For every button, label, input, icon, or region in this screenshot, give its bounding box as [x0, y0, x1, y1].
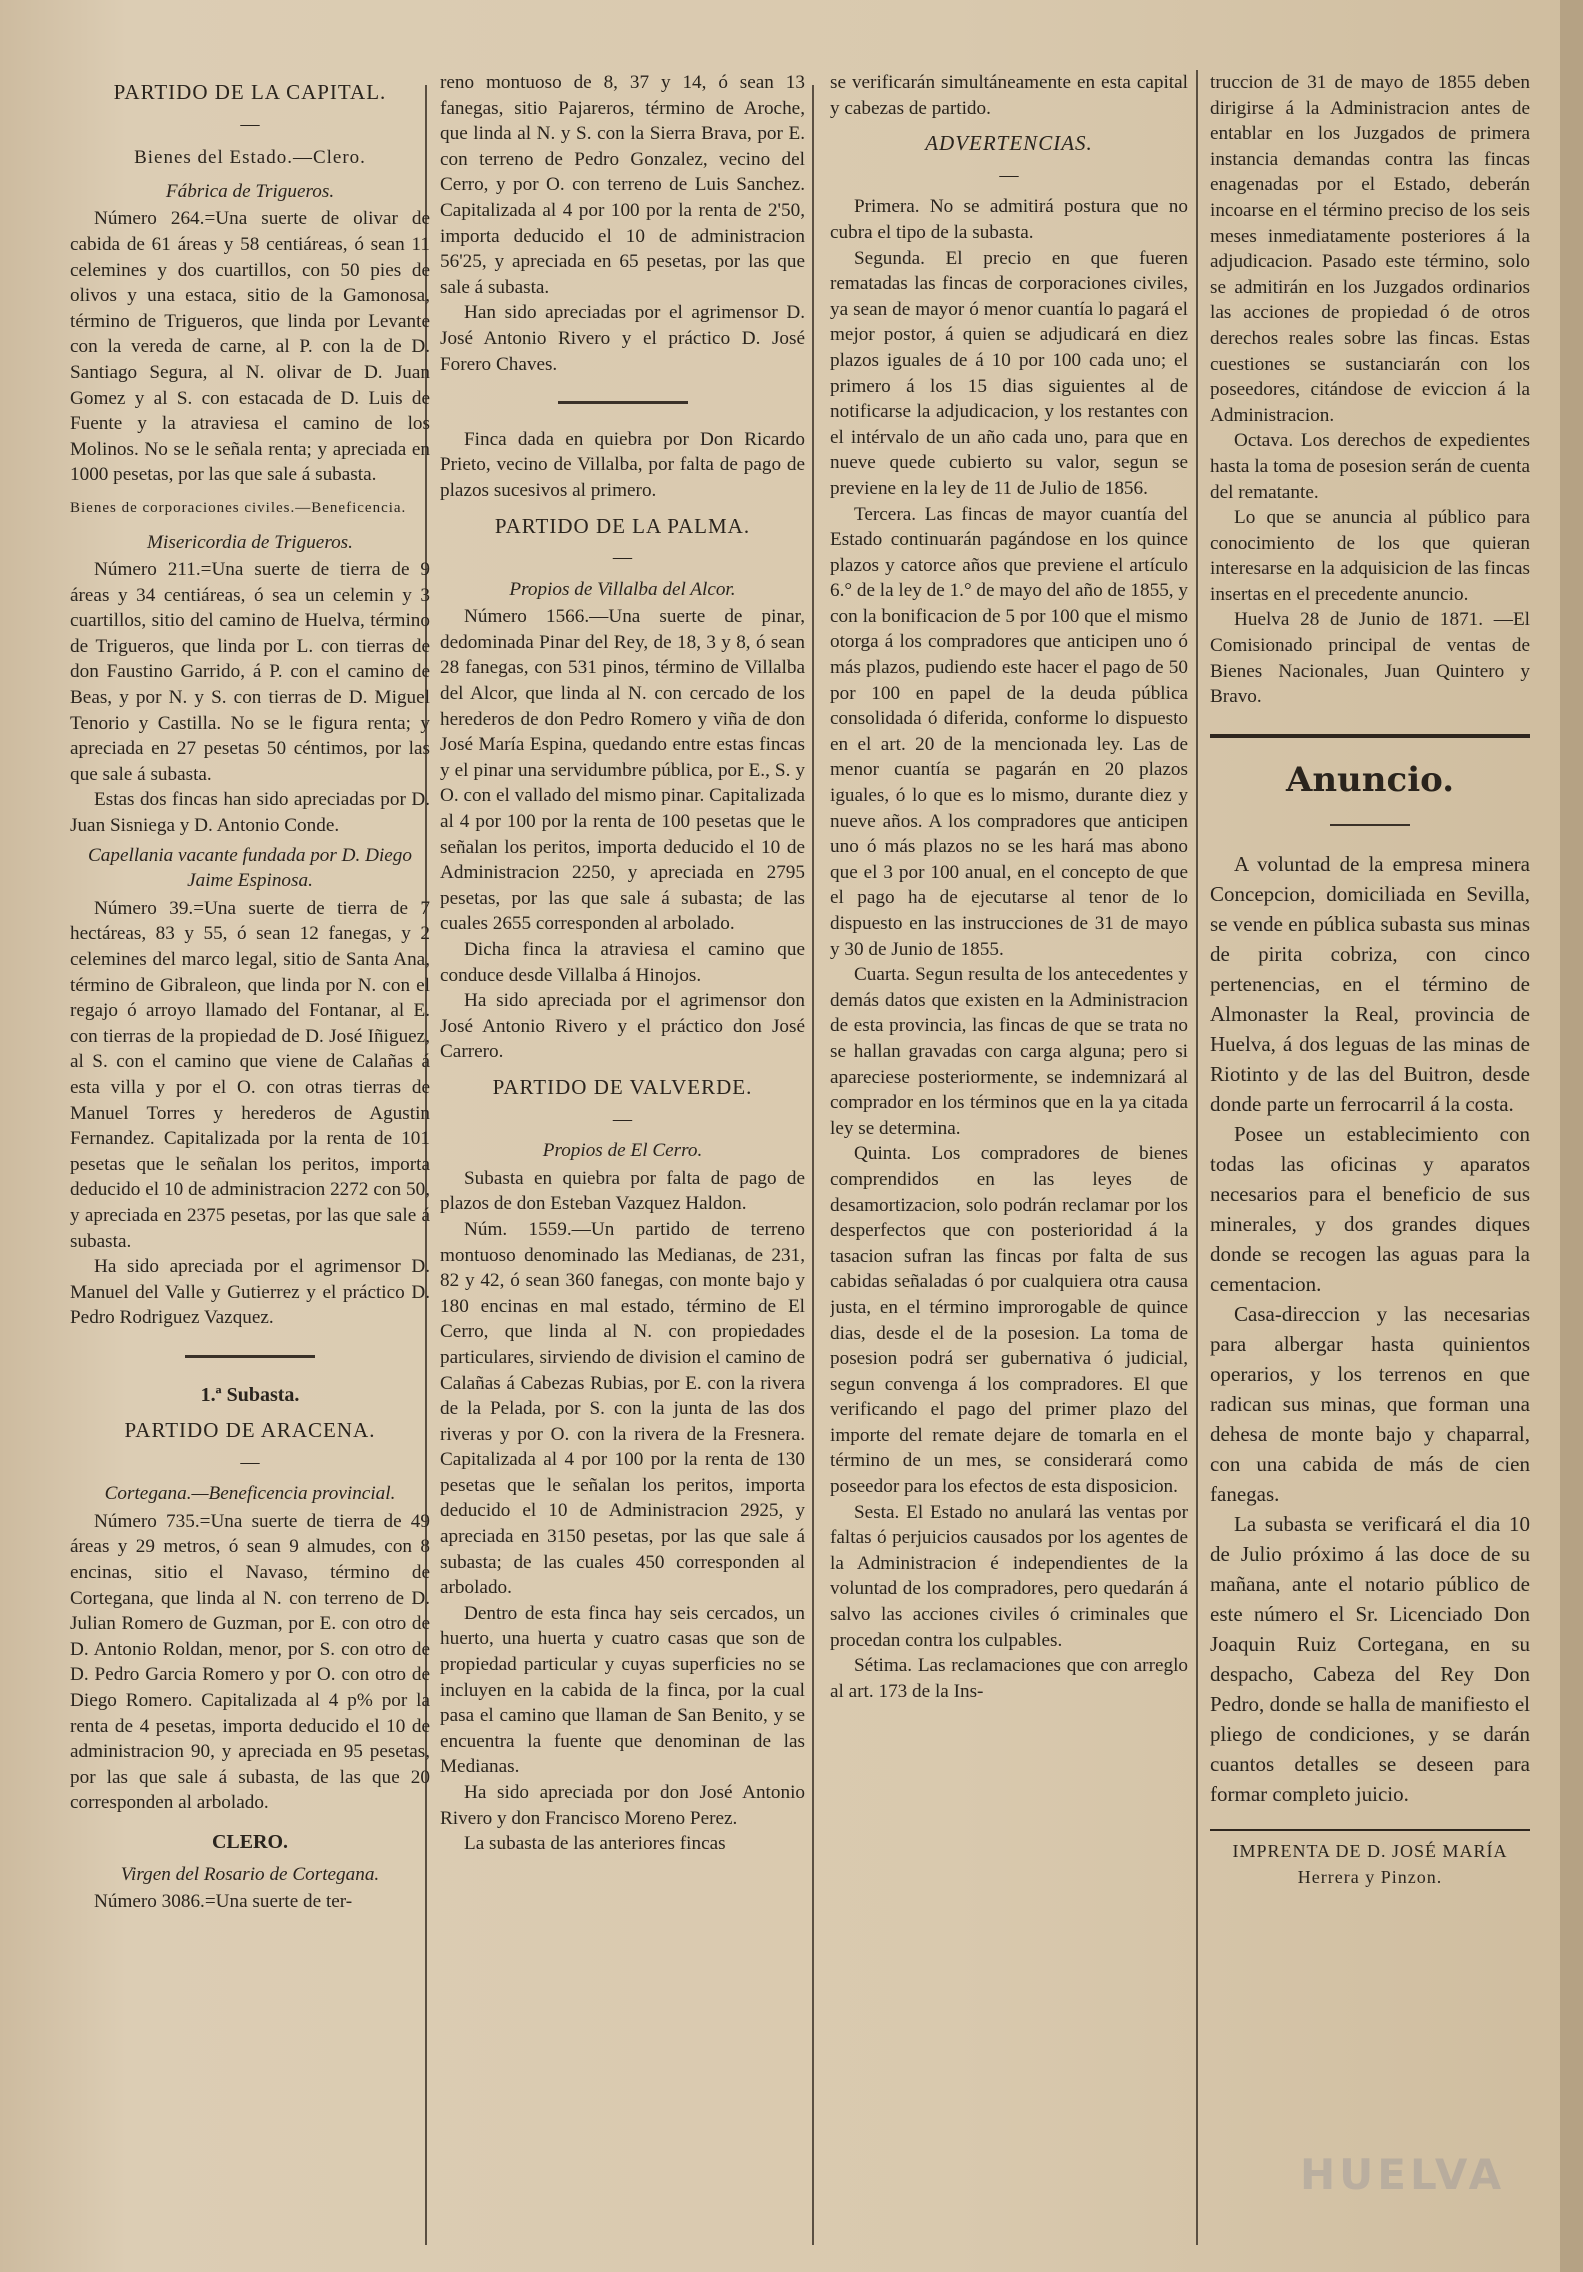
paragraph: Número 39.=Una suerte de tierra de 7 hectáreas, 83 y 55, ó sean 12 fanegas, y 2 celemines del marco legal, sitio de Santa Ana, término de Gibraleon, que linda por N. con el regajo ó arroyo llamado del Fontanar, al E. con tierras de la propiedad de D. José Iñiguez, al S. con el camino que viene de Calañas á esta villa y por el O. con otras tierras de Manuel Torres y herederos de Agustin Fernandez. Capitalizada por la renta de 101 pesetas que le señalan los peritos, importa deducido el 10 de administracion 2272 con 50, y apreciada en 2375 pesetas, por las que sale á subasta.	[70, 897, 430, 1252]
paragraph: Número 264.=Una suerte de olivar de cabida de 61 áreas y 58 centiáreas, ó sean 11 celemines y dos cuartillos, con 50 pies de olivos y una estaca, sitio de la Gamonosa, término de Trigueros, que linda por Levante con la vereda de carne, al P. con la de D. Santiago Segura, al N. olivar de D. Juan Gomez y al S. con estacada de D. Luis de Fuente y la atraviesa el camino de los Molinos. No se le señala renta; y apreciada en 1000 pesetas, por las que sale á subasta.	[70, 208, 430, 486]
subheading: Cortegana.—Beneficencia provincial.	[104, 1483, 396, 1505]
paragraph: Cuarta. Segun resulta de los antecedentes y demás datos que existen en la Administracion de esta provincia, las fincas de que se trata no se hallan gravadas con carga alguna; pero si apareciese posteriormente, se indemnizará al comprador en los términos que en la ya citada ley se determina.	[830, 964, 1188, 1139]
paragraph: Número 1566.—Una suerte de pinar, dedominada Pinar del Rey, de 18, 3 y 8, ó sean 28 fanegas, con 531 pinos, término de Villalba del Alcor, que linda al N. con cercado de los herederos de don Pedro Romero y viña de don José María Espina, quedando entre estas fincas y el pinar una servidumbre pública, por E., S. y O. con el vallado del mismo pinar. Capitalizada al 4 por 100 por la renta de 100 pesetas que le señalan los peritos, importa deducido el 10 de Administracion 2250, y apreciada en 2795 pesetas, por las que sale á subasta; de las cuales 2655 corresponden al arbolado.	[440, 606, 805, 935]
section-heading: ADVERTENCIAS.	[925, 131, 1093, 156]
paragraph: Sétima. Las reclamaciones que con arreglo al art. 173 de la Ins-	[830, 1655, 1188, 1702]
subheading: Virgen del Rosario de Cortegana.	[120, 1863, 380, 1885]
paragraph: Han sido apreciadas por el agrimensor D. José Antonio Rivero y el práctico D. José Forero Chaves.	[440, 302, 805, 375]
paragraph: Ha sido apreciada por el agrimensor don José Antonio Rivero y el práctico don José Carrero.	[440, 990, 805, 1063]
ornament-rule	[70, 1343, 430, 1369]
subheading: CLERO.	[211, 1831, 289, 1853]
advert-paragraph: Posee un establecimiento con todas las oficinas y aparatos necesarios para el beneficio de sus minerales, y dos grandes diques donde se recogen las aguas para la cementacion.	[1210, 1122, 1530, 1297]
subheading: 1.ª Subasta.	[200, 1383, 300, 1406]
signature-paragraph: Huelva 28 de Junio de 1871. —El Comisionado principal de ventas de Bienes Nacionales, Juan Quintero y Bravo.	[1210, 609, 1530, 708]
column-rule	[812, 85, 814, 2245]
paragraph: Ha sido apreciada por don José Antonio Rivero y don Francisco Moreno Perez.	[440, 1782, 805, 1829]
paragraph: reno montuoso de 8, 37 y 14, ó sean 13 fanegas, sitio Pajareros, término de Aroche, que linda al N. y S. con la Sierra Brava, por E. con terreno de Pedro Gonzalez, vecino del Cerro, y por O. con terreno de Luis Sanchez. Capitalizada al 4 por 100 por la renta de 2'50, importa deducido el 10 de administracion 56'25, y apreciada en 65 pesetas, por las que sale á subasta.	[440, 72, 805, 298]
divider: —	[999, 164, 1019, 186]
paragraph: Tercera. Las fincas de mayor cuantía del Estado continuarán pagándose en los quince plazos y catorce años que previene el artículo 6.° de la ley de 1.° de mayo del año de 1855, y con la bonificacion de 5 por 100 que el mismo otorga á los compradores que anticipen uno ó más plazos, pudiendo este hacer el pago de 50 por 100 en papel de la deuda pública consolidada ó diferida, conforme lo dispuesto en el art. 20 de la mencionada ley. Las de menor cuantía se pagarán en 20 plazos iguales, ó lo que es lo mismo, durante diez y nueve años. A los compradores que anticipen uno ó más plazos no se les hará mas abono que el 3 por 100 anual, en el concepto de que el pago ha de ejecutarse al tenor de lo dispuesto en las instrucciones de 31 de mayo y 30 de Junio de 1855.	[830, 503, 1188, 960]
paragraph: Dentro de esta finca hay seis cercados, un huerto, una huerta y cuatro casas que son de propiedad particular y cuyas superficies no se incluyen en la cabida de la finca, por la cual pasa el camino que llaman de San Benito, y se encuentra la fuente que denominan de las Medianas.	[440, 1602, 805, 1778]
paragraph: Número 3086.=Una suerte de ter-	[94, 1891, 353, 1913]
paragraph: Segunda. El precio en que fueren rematadas las fincas de corporaciones civiles, ya sean de mayor ó menor cuantía lo pagará el mejor postor, á quien se adjudicará en diez plazos iguales de á 10 por 100 cada uno; el primero á los 15 dias siguientes al de notificarse la adjudicacion, y los restantes con el intérvalo de un año cada uno, para que en nueve quede cubierto su valor, segun se previene en la ley de 11 de Julio de 1856.	[830, 247, 1188, 499]
divider: —	[240, 113, 260, 135]
subheading: Propios de Villalba del Alcor.	[509, 578, 736, 600]
paragraph: Dicha finca la atraviesa el camino que conduce desde Villalba á Hinojos.	[440, 939, 805, 986]
column-3	[830, 70, 1188, 2262]
ornament-rule	[440, 389, 805, 415]
divider: —	[240, 1451, 260, 1473]
paragraph: Estas dos fincas han sido apreciadas por D. Juan Sisniega y D. Antonio Conde.	[70, 789, 430, 837]
paragraph: Número 211.=Una suerte de tierra de 9 áreas y 34 centiáreas, ó sea un celemin y 3 cuartillos, sitio del camino de Huelva, término de Trigueros, que linda por L. con tierras de don Faustino Garrido, á P. con el camino de Beas, y por N. y S. con tierras de D. Miguel Tenorio y Castilla. No se le figura renta; y apreciada en 27 pesetas 50 céntimos, por las que sale á subasta.	[70, 559, 430, 785]
subheading: Propios de El Cerro.	[542, 1140, 703, 1162]
library-watermark: HUELVA	[1300, 2150, 1506, 2199]
imprint: IMPRENTA DE D. JOSÉ MARÍA Herrera y Pinzon.	[1210, 1829, 1530, 1890]
paragraph: Finca dada en quiebra por Don Ricardo Prieto, vecino de Villalba, por falta de pago de plazos sucesivos al primero.	[440, 428, 805, 501]
column-1	[70, 70, 430, 2262]
paragraph: Subasta en quiebra por falta de pago de plazos de don Esteban Vazquez Haldon.	[440, 1167, 805, 1215]
paragraph: La subasta de las anteriores fincas	[464, 1833, 726, 1855]
heavy-rule	[1210, 734, 1530, 738]
paragraph: Octava. Los derechos de expedientes hasta la toma de posesion serán de cuenta del rematante.	[1210, 430, 1530, 503]
paragraph: se verificarán simultáneamente en esta capital y cabezas de partido.	[830, 72, 1188, 119]
section-heading: PARTIDO DE VALVERDE.	[492, 1074, 753, 1099]
advert-paragraph: Casa-direccion y las necesarias para albergar hasta quinientos operarios, y los terrenos en que radican sus minas, que forman una dehesa de monte bajo y chaparral, con una cabida de más de cien fanegas.	[1210, 1302, 1530, 1507]
section-heading: PARTIDO DE ARACENA.	[124, 1418, 376, 1443]
subheading: Misericordia de Trigueros.	[147, 531, 353, 553]
advertisement-title: Anuncio.	[1285, 759, 1455, 800]
subheading: Fábrica de Trigueros.	[165, 180, 335, 202]
ornament-rule	[1210, 811, 1530, 837]
divider: —	[612, 547, 633, 569]
paragraph: truccion de 31 de mayo de 1855 deben dirigirse á la Administracion antes de entablar en los Juzgados de primera instancia demandas contra las fincas enagenadas por el Estado, deberán incoarse en el término preciso de los seis meses inmediatamente posteriores á la adjudicacion. Pasado este término, solo se admitirán en los Juzgados ordinarios las acciones de propiedad ó de otros derechos reales sobre las fincas. Estas cuestiones se sustanciarán con los poseedores, citándose de eviccion á la Administracion.	[1210, 72, 1530, 426]
column-4	[1210, 70, 1530, 2262]
paragraph: Primera. No se admitirá postura que no cubra el tipo de la subasta.	[830, 196, 1188, 243]
advert-paragraph: A voluntad de la empresa minera Concepcion, domiciliada en Sevilla, se vende en pública subasta sus minas de pirita cobriza, con cinco pertenencias, en el término de Almonaster la Real, provincia de Huelva, á dos leguas de las minas de Riotinto y de las del Buitron, desde donde parte un ferrocarril á la costa.	[1210, 852, 1530, 1117]
paragraph: Sesta. El Estado no anulará las ventas por faltas ó perjuicios causados por los agentes de la Administracion é independientes de la voluntad de los compradores, pero quedarán á salvo las acciones civiles ó criminales que procedan contra los culpables.	[830, 1501, 1188, 1651]
subheading: Capellania vacante fundada por D. Diego Jaime Espinosa.	[87, 844, 412, 892]
paragraph: Lo que se anuncia al público para conocimiento de los que quieran interesarse en la adquisicion de las fincas insertas en el precedente anuncio.	[1210, 507, 1530, 605]
paragraph: Núm. 1559.—Un partido de terreno montuoso denominado las Medianas, de 231, 82 y 42, ó sean 360 fanegas, con monte bajo y 180 encinas en mal estado, término de El Cerro, que linda al N. con propiedades particulares, sirviendo de division el camino de Calañas á Cabezas Rubias, por E. con la rivera de la Pelada, por S. con la junta de las dos riveras y por O. con la rivera de la Fresnera. Capitalizada al 4 por 100 por la renta de 130 pesetas que le señalan los peritos, importa deducido el 10 de Administracion 2925, y apreciada en 3150 pesetas, por las que sale á subasta; de las cuales 450 corresponden al arbolado.	[440, 1218, 805, 1599]
column-rule	[1196, 70, 1198, 2245]
page-edge	[1560, 0, 1583, 2272]
section-heading: PARTIDO DE LA PALMA.	[494, 513, 751, 538]
paragraph: Quinta. Los compradores de bienes comprendidos en las leyes de desamortizacion, solo podrán reclamar por los desperfectos que con posterioridad á la tasacion sufran las fincas por falta de sus cabidas señaladas ó por cualquiera otra causa justa, en el término improrogable de quince dias, desde el de la posesion. La toma de posesion podrá ser gubernativa ó judicial, segun convenga á los compradores. El que verificando el pago del primer plazo del importe del remate dejare de tomarla en el término de un mes, se considerará como poseedor para los efectos de esta disposicion.	[830, 1143, 1188, 1498]
section-heading: PARTIDO DE LA CAPITAL.	[113, 80, 387, 104]
paragraph: Número 735.=Una suerte de tierra de 49 áreas y 29 metros, ó sean 9 almudes, con 8 encinas, sitio el Navaso, término de Cortegana, que linda al N. con terreno de D. Julian Romero de Guzman, por E. con otro de D. Antonio Roldan, menor, por S. con otro de D. Pedro Garcia Romero y por O. con otro de Diego Romero. Capitalizada al 4 p% por la renta de 4 pesetas, importa deducido el 10 de administracion 90, y apreciada en 95 pesetas, por las que sale á subasta, de las que 20 corresponden al arbolado.	[70, 1510, 430, 1814]
column-2	[440, 70, 805, 2262]
advert-paragraph: La subasta se verificará el dia 10 de Julio próximo á las doce de su mañana, ante el notario público de este número el Sr. Licenciado Don Joaquin Ruiz Cortegana, en su despacho, Cabeza del Rey Don Pedro, donde se halla de manifiesto el pliego de condiciones, y se darán cuantos detalles se deseen para formar completo juicio.	[1210, 1512, 1530, 1807]
subheading: Bienes del Estado.—Clero.	[134, 147, 366, 169]
divider: —	[612, 1108, 633, 1130]
subheading: Bienes de corporaciones civiles.—Beneficencia.	[70, 499, 407, 516]
paragraph: Ha sido apreciada por el agrimensor D. Manuel del Valle y Gutierrez y el práctico D. Pedro Rodriguez Vazquez.	[70, 1256, 430, 1329]
